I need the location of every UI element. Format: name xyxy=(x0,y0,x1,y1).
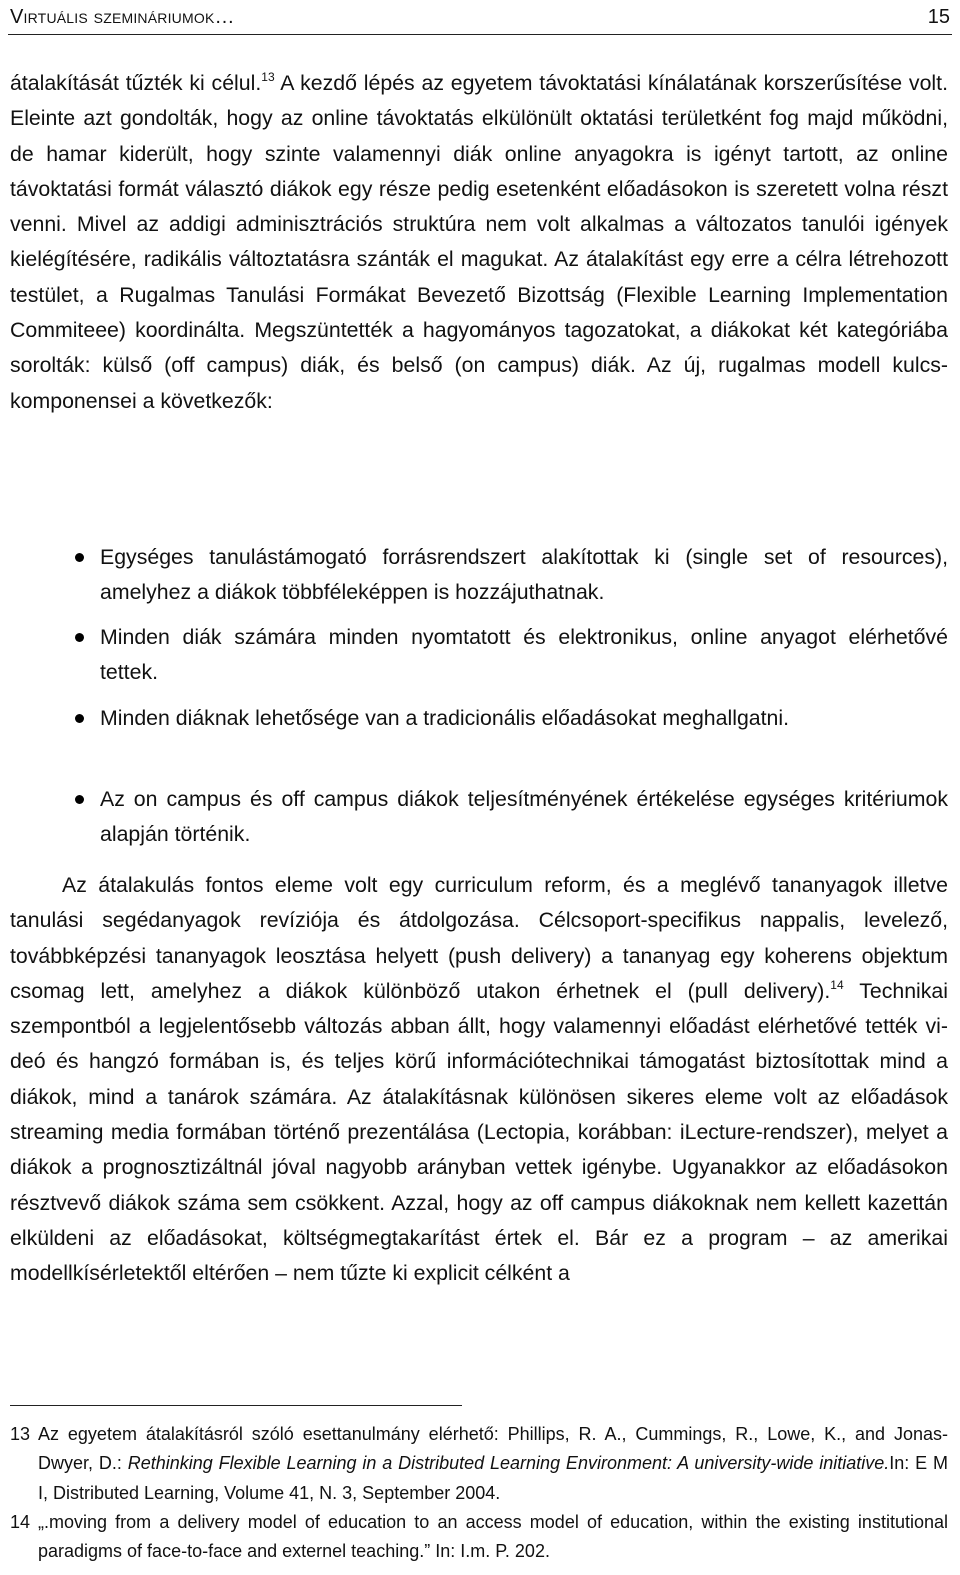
paragraph-text-b: Technikai szempontból a legjelentősebb változás abban állt, hogy valamennyi előadást elérhetővé tették videó és hangzó formában is, és teljes körű információtechnikai támogatást biztosítottak mind a diákok, mind a tanárok számára. Az átalakításnak különösen sikeres eleme volt az előadások streaming media formában történő prezentálása (Lectopia, korábban: iLecture-rendszer), melyet a diákok a prognosztizáltnál jóval nagyobb arányban vettek igénybe. Ugyanakkor az előadásokon résztvevő diákok száma sem csökkent. Azzal, hogy az off campus diákoknak nem kellett kazettán elküldeni az előadásokat, költségmegtakarítást értek el. Bár ez a program – az amerikai modellkísérletektől eltérően – nem tűzte ki explicit célként a xyxy=(10,978,948,1286)
footnote-14 xyxy=(10,1508,948,1567)
list-item-text: Minden diáknak lehetősége van a tradicionális előadásokat meghallgatni. xyxy=(100,706,790,730)
footnote-ref-13[interactable]: 13 xyxy=(261,70,275,84)
list-item xyxy=(10,701,948,736)
bullet-icon xyxy=(75,795,84,804)
list-item-text: Az on campus és off campus diákok teljesítményének értékelése egységes kritériumok alapján történik. xyxy=(100,787,948,847)
list-item-text: Minden diák számára minden nyomtatott és elektronikus, online anyagot elérhetővé tettek. xyxy=(100,625,948,685)
bullet-icon xyxy=(75,714,84,723)
paragraph-text-a: átalakítását tűzték ki célul. xyxy=(10,71,262,95)
bullet-icon xyxy=(75,633,84,642)
list-item xyxy=(10,620,948,691)
footnote-number: 13 xyxy=(10,1424,31,1444)
footnote-text: Az egyetem átalakításról szóló esettanulmány elérhető: Phillips, R. A., Cummings, R., Lowe, K., and Jonas-Dwyer, D.: xyxy=(38,1424,948,1474)
footnotes xyxy=(10,1420,948,1566)
body-paragraph-1 xyxy=(10,66,948,419)
footnote-ref-14[interactable]: 14 xyxy=(830,977,844,992)
running-title: Virtuális szemináriumok… xyxy=(10,6,235,28)
header-rule xyxy=(8,34,952,35)
footnote-number: 14 xyxy=(10,1511,31,1532)
footnote-title: Rethinking Flexible Learning in a Distributed Learning Environment: A university-wide initiative. xyxy=(127,1453,890,1474)
bullet-icon xyxy=(75,553,84,562)
running-header xyxy=(10,2,950,32)
body-paragraph-2 xyxy=(10,868,948,1292)
list-item xyxy=(10,540,948,611)
paragraph-text xyxy=(10,66,948,419)
footnote-13 xyxy=(10,1420,948,1508)
page-number: 15 xyxy=(927,6,950,28)
paragraph-text-b: A kezdő lépés az egyetem távoktatási kínálatának korszerűsítése volt. Eleinte azt gondolták, hogy az online távoktatás elkülönült oktatási területként fog majd működni, de hamar kiderült, hogy szinte valamennyi diák online anyagokra is igényt tartott, az online távoktatási formát választó diákok egy része pedig esetenként előadásokon is szeretett volna részt venni. Mivel az addigi adminisztrációs struktúra nem volt alkalmas a változatos tanulói igények kielégítésére, radikális változtatásra szánták el magukat. Az átalakítást egy erre a célra létrehozott testület, a Rugalmas Tanulási Formákat Bevezető Bizottság (Flexible Learning Implementation Commiteee) koordinálta. Megszüntették a hagyományos tagozatokat, a diákokat két kategóriába sorolták: külső (off campus) diák, és belső (on campus) diák. Az új, rugalmas modell kulcs-komponensei a következők: xyxy=(10,71,948,413)
list-item-text: Egységes tanulástámogató forrásrendszert alakítottak ki (single set of resources), amelyhez a diákok többféleképpen is hozzájuthatnak. xyxy=(100,545,948,605)
footnote-rule xyxy=(10,1405,462,1406)
list-item xyxy=(10,782,948,853)
paragraph-text-a: Az átalakulás fontos eleme volt egy curriculum reform, és a meglévő tananyagok illetve tanulási segédanyagok revíziója és átdolgozása. Célcsoport-specifikus nappalis, levelező, továbbképzési tananyagok leosztása helyett (push delivery) a tananyag egy koherens objektum csomag lett, amelyhez a diákok különböző utakon érhetnek el (pull delivery). xyxy=(10,873,948,1003)
footnote-text: „.moving from a delivery model of education to an access model of education, within the existing institutional paradigms of face-to-face and externel teaching.” In: I.m. P. 202. xyxy=(38,1511,948,1562)
footnote-source: In: E M I, Distributed Learning, Volume 41, N. 3, September 2004. xyxy=(38,1453,948,1503)
